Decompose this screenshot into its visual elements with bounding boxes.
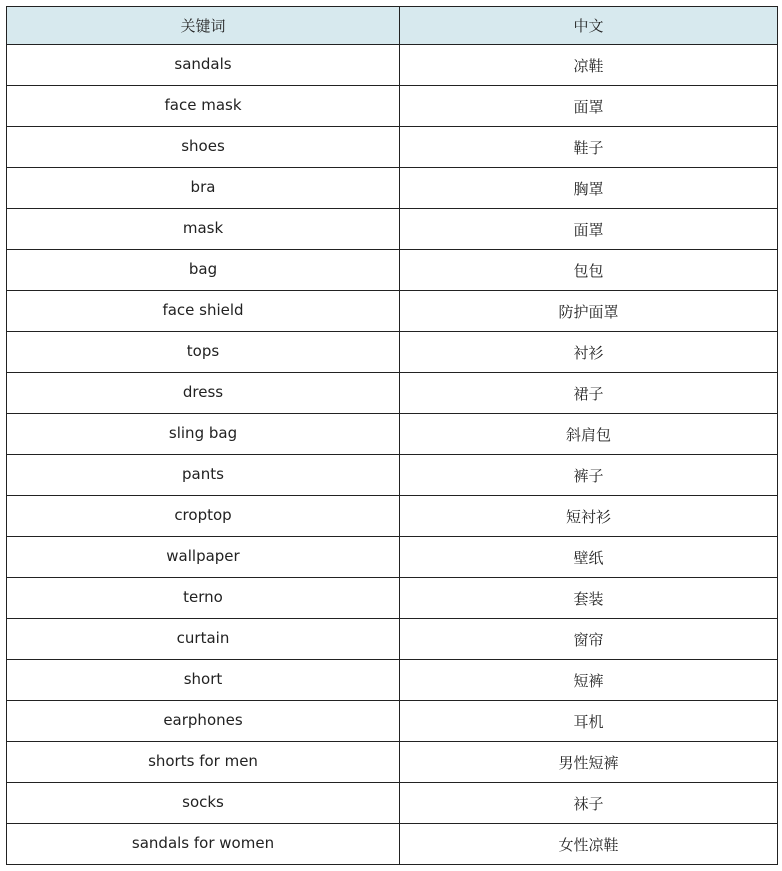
keyword-cell: short: [7, 660, 400, 701]
chinese-cell: 窗帘: [400, 619, 778, 660]
chinese-cell: 短衬衫: [400, 496, 778, 537]
table-row: [7, 578, 778, 619]
keyword-cell: socks: [7, 783, 400, 824]
keyword-cell: sling bag: [7, 414, 400, 455]
table-row: [7, 332, 778, 373]
keyword-cell: wallpaper: [7, 537, 400, 578]
keyword-cell: face shield: [7, 291, 400, 332]
table-row: [7, 45, 778, 86]
chinese-cell: 女性凉鞋: [400, 824, 778, 865]
chinese-cell: 斜肩包: [400, 414, 778, 455]
table-header: [7, 7, 778, 45]
keyword-table-container: [6, 6, 778, 865]
table-row: [7, 127, 778, 168]
chinese-cell: 凉鞋: [400, 45, 778, 86]
chinese-cell: 裙子: [400, 373, 778, 414]
table-row: [7, 86, 778, 127]
keyword-cell: shoes: [7, 127, 400, 168]
chinese-cell: 袜子: [400, 783, 778, 824]
chinese-cell: 套装: [400, 578, 778, 619]
table-row: [7, 537, 778, 578]
table-row: [7, 619, 778, 660]
table-row: [7, 742, 778, 783]
keyword-cell: bra: [7, 168, 400, 209]
keyword-cell: bag: [7, 250, 400, 291]
chinese-cell: 壁纸: [400, 537, 778, 578]
table-row: [7, 209, 778, 250]
table-row: [7, 783, 778, 824]
chinese-cell: 包包: [400, 250, 778, 291]
keyword-cell: sandals: [7, 45, 400, 86]
chinese-cell: 短裤: [400, 660, 778, 701]
table-row: [7, 660, 778, 701]
chinese-cell: 裤子: [400, 455, 778, 496]
keyword-cell: tops: [7, 332, 400, 373]
chinese-cell: 男性短裤: [400, 742, 778, 783]
table-row: [7, 168, 778, 209]
chinese-cell: 耳机: [400, 701, 778, 742]
table-body: [7, 45, 778, 865]
header-row: [7, 7, 778, 45]
header-keyword: 关键词: [7, 7, 400, 45]
keyword-cell: pants: [7, 455, 400, 496]
keyword-cell: dress: [7, 373, 400, 414]
chinese-cell: 衬衫: [400, 332, 778, 373]
table-row: [7, 250, 778, 291]
table-row: [7, 373, 778, 414]
table-row: [7, 291, 778, 332]
table-row: [7, 455, 778, 496]
chinese-cell: 面罩: [400, 209, 778, 250]
keyword-cell: mask: [7, 209, 400, 250]
table-row: [7, 496, 778, 537]
keyword-cell: terno: [7, 578, 400, 619]
table-row: [7, 824, 778, 865]
header-chinese: 中文: [400, 7, 778, 45]
keyword-cell: shorts for men: [7, 742, 400, 783]
table-row: [7, 701, 778, 742]
chinese-cell: 鞋子: [400, 127, 778, 168]
chinese-cell: 防护面罩: [400, 291, 778, 332]
keyword-cell: sandals for women: [7, 824, 400, 865]
table-row: [7, 414, 778, 455]
chinese-cell: 胸罩: [400, 168, 778, 209]
keyword-table: [6, 6, 778, 865]
chinese-cell: 面罩: [400, 86, 778, 127]
keyword-cell: croptop: [7, 496, 400, 537]
keyword-cell: earphones: [7, 701, 400, 742]
keyword-cell: curtain: [7, 619, 400, 660]
keyword-cell: face mask: [7, 86, 400, 127]
